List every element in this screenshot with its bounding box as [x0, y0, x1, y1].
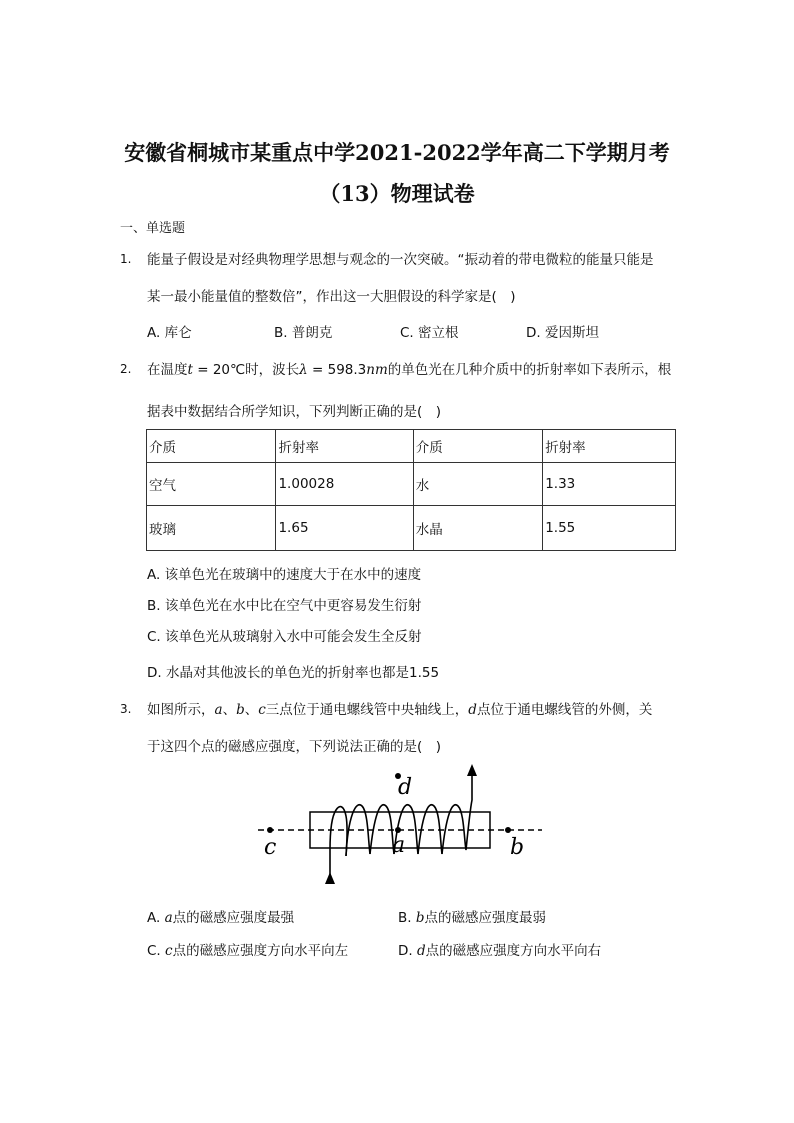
table-cell: 空气 [147, 463, 276, 506]
q1-option-d: D. 爱因斯坦 [526, 325, 599, 341]
q2-option-c: C. 该单色光从玻璃射入水中可能会发生全反射 [147, 629, 422, 645]
q3-option-b [398, 906, 546, 926]
q1-stem-line1: 能量子假设是对经典物理学思想与观念的一次突破。“振动着的带电微粒的能量只能是 [147, 252, 654, 268]
q2-option-a: A. 该单色光在玻璃中的速度大于在水中的速度 [147, 567, 422, 583]
table-row [147, 463, 676, 506]
point-b [505, 827, 511, 833]
q2-number: 2. [120, 362, 132, 376]
q2-text-a: 在温度 [147, 362, 188, 378]
option-text: 点的磁感应强度最弱 [424, 910, 547, 926]
table-cell: 1.65 [276, 506, 413, 551]
refraction-table [146, 429, 676, 551]
q3-text-b: 三点位于通电螺线管中央轴线上， [265, 702, 469, 718]
q1-option-c: C. 密立根 [400, 325, 459, 341]
q3-var-b: b [236, 702, 245, 718]
label-d: d [398, 775, 413, 800]
table-row [147, 430, 676, 463]
table-cell: 水晶 [413, 506, 542, 551]
option-var: c [165, 943, 173, 959]
q2-text-d: 的单色光在几种介质中的折射率如下表所示，根 [387, 362, 672, 378]
q1-option-b: B. 普朗克 [274, 325, 333, 341]
option-prefix: B. [398, 910, 416, 926]
q3-option-d [398, 939, 601, 959]
table-cell: 玻璃 [147, 506, 276, 551]
option-prefix: A. [147, 910, 165, 926]
table-cell: 介质 [147, 430, 276, 463]
option-text: 点的磁感应强度方向水平向右 [425, 943, 602, 959]
exam-title-line2: （13）物理试卷 [319, 181, 475, 206]
table-cell: 折射率 [543, 430, 676, 463]
option-text: 点的磁感应强度方向水平向左 [172, 943, 349, 959]
table-cell: 1.55 [543, 506, 676, 551]
current-in-arrow-icon [325, 872, 335, 884]
solenoid-figure [250, 760, 550, 900]
q3-number: 3. [120, 702, 132, 716]
point-c [267, 827, 273, 833]
label-a: a [392, 833, 406, 858]
q2-option-b: B. 该单色光在水中比在空气中更容易发生衍射 [147, 598, 422, 614]
q2-symbol-t: t [187, 362, 193, 378]
q3-sep1: 、 [222, 702, 237, 718]
label-c: c [264, 835, 277, 860]
table-cell: 水 [413, 463, 542, 506]
table-cell: 1.00028 [276, 463, 413, 506]
option-prefix: D. [398, 943, 417, 959]
table-cell: 介质 [413, 430, 542, 463]
table-row [147, 506, 676, 551]
q3-text-a: 如图所示， [147, 702, 215, 718]
q3-stem-line1 [147, 698, 652, 718]
section-heading: 一、单选题 [120, 221, 186, 236]
exam-title-line1: 安徽省桐城市某重点中学2021-2022学年高二下学期月考 [124, 140, 670, 165]
q3-var-c: c [258, 702, 266, 718]
q1-number: 1. [120, 252, 132, 266]
option-var: a [164, 910, 173, 926]
q1-stem-line2: 某一最小能量值的整数倍”，作出这一大胆假设的科学家是( ) [147, 289, 516, 305]
current-out-arrow-icon [467, 764, 477, 776]
q3-sep2: 、 [244, 702, 259, 718]
q2-option-d: D. 水晶对其他波长的单色光的折射率也都是1.55 [147, 665, 440, 681]
option-var: d [416, 943, 426, 959]
q2-text-b: = 20℃时，波长 [192, 362, 300, 378]
table-cell: 1.33 [543, 463, 676, 506]
option-text: 点的磁感应强度最强 [172, 910, 295, 926]
q3-var-a: a [214, 702, 223, 718]
table-cell: 折射率 [276, 430, 413, 463]
q3-option-c [147, 939, 348, 959]
q3-text-c: 点位于通电螺线管的外侧，关 [476, 702, 653, 718]
q1-option-a: A. 库仑 [147, 325, 192, 341]
q2-stem-line2: 据表中数据结合所学知识，下列判断正确的是( ) [147, 404, 442, 420]
q3-option-a [147, 906, 294, 926]
q2-unit-nm: nm [366, 362, 388, 378]
option-var: b [415, 910, 425, 926]
q2-stem-line1 [147, 358, 671, 378]
option-prefix: C. [147, 943, 166, 959]
q2-text-c: = 598.3 [307, 362, 367, 378]
q3-stem-line2: 于这四个点的磁感应强度，下列说法正确的是( ) [147, 739, 442, 755]
q2-symbol-lambda: λ [299, 362, 308, 378]
label-b: b [510, 835, 525, 860]
q3-var-d: d [468, 702, 477, 718]
